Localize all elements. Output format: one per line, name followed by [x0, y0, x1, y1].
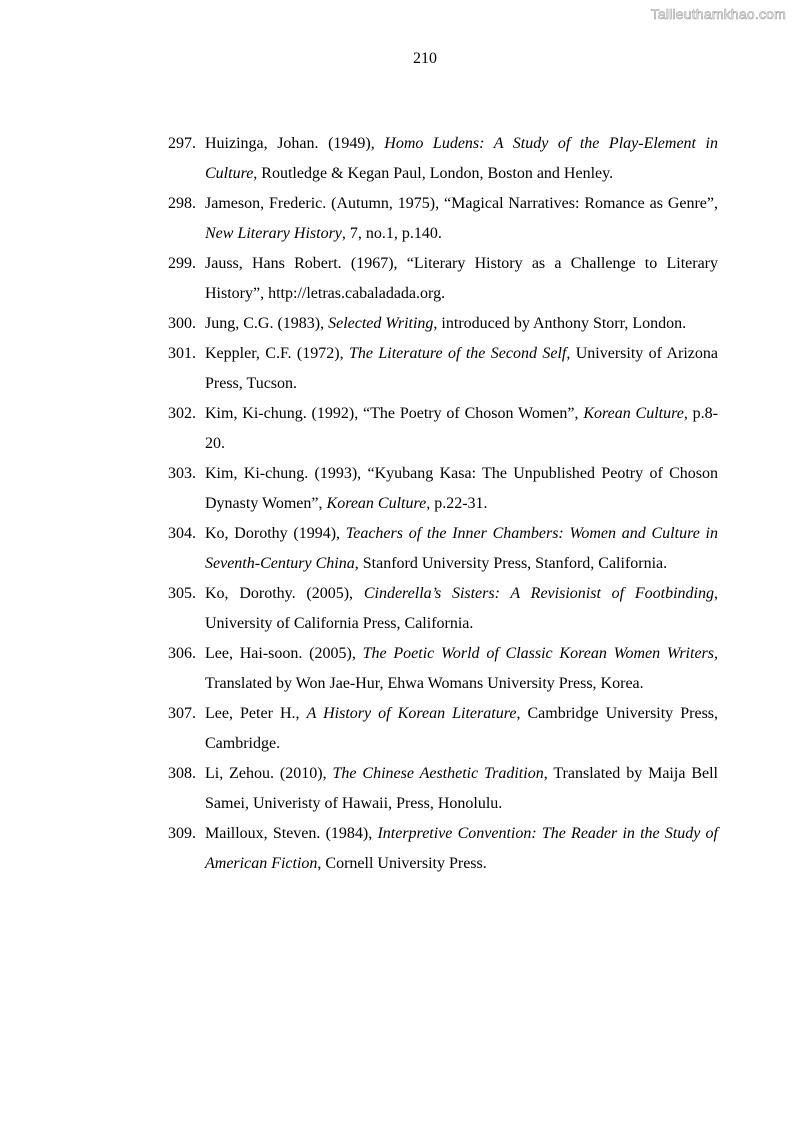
reference-authors: Jameson, Frederic. (Autumn, 1975), “Magical Narratives: Romance as Genre”,: [205, 195, 718, 212]
reference-title: A History of Korean Literature: [306, 705, 517, 722]
reference-authors: Jung, C.G. (1983),: [205, 315, 329, 332]
reference-text: [205, 249, 718, 309]
reference-authors: Kim, Ki-chung. (1992), “The Poetry of Choson Women”,: [205, 405, 584, 422]
reference-number: 307.: [168, 705, 196, 722]
reference-authors: Ko, Dorothy (1994),: [205, 525, 346, 542]
reference-publication: , Translated by Maija Bell Samei, Univeristy of Hawaii, Press, Honolulu.: [205, 765, 719, 812]
reference-authors: Jauss, Hans Robert. (1967), “Literary History as a Challenge to Literary History”, http://letras.cabaladada.org.: [205, 255, 718, 302]
reference-title: Korean Culture: [583, 405, 684, 422]
reference-title: New Literary History: [205, 225, 342, 242]
reference-publication: , University of California Press, California.: [205, 585, 719, 632]
reference-title: Interpretive Convention: The Reader in the Study of American Fiction: [205, 825, 718, 872]
reference-item: [168, 339, 718, 399]
reference-authors: Ko, Dorothy. (2005),: [205, 585, 364, 602]
reference-publication: , Cambridge University Press, Cambridge.: [205, 705, 719, 752]
reference-authors: Kim, Ki-chung. (1993), “Kyubang Kasa: The Unpublished Peotry of Choson Dynasty Women”,: [205, 465, 718, 512]
reference-text: [205, 459, 718, 519]
reference-publication: , Stanford University Press, Stanford, California.: [354, 555, 668, 572]
reference-text: [205, 129, 718, 189]
reference-text: [205, 579, 718, 639]
reference-text: [205, 699, 718, 759]
reference-number: 302.: [168, 405, 196, 422]
reference-number: 309.: [168, 825, 196, 842]
reference-item: [168, 309, 718, 339]
reference-publication: , Translated by Won Jae-Hur, Ehwa Womans University Press, Korea.: [205, 645, 719, 692]
reference-authors: Huizinga, Johan. (1949),: [205, 135, 385, 152]
reference-publication: , Routledge & Kegan Paul, London, Boston and Henley.: [253, 165, 614, 182]
reference-publication: , introduced by Anthony Storr, London.: [433, 315, 687, 332]
reference-title: Homo Ludens: A Study of the Play-Element in Culture: [205, 135, 718, 182]
reference-publication: , p.8-20.: [205, 405, 718, 452]
reference-title: Korean Culture: [326, 495, 427, 512]
reference-title: The Literature of the Second Self: [348, 345, 567, 362]
reference-item: [168, 699, 718, 759]
reference-publication: , Cornell University Press.: [317, 855, 487, 872]
reference-text: [205, 309, 718, 339]
reference-text: [205, 819, 718, 879]
page-number: 210: [413, 50, 437, 67]
reference-text: [205, 519, 718, 579]
reference-text: [205, 639, 718, 699]
reference-item: [168, 189, 718, 249]
reference-publication: , 7, no.1, p.140.: [341, 225, 442, 242]
reference-title: The Chinese Aesthetic Tradition: [332, 765, 544, 782]
reference-title: Teachers of the Inner Chambers: Women and Culture in Seventh-Century China: [205, 525, 718, 572]
reference-authors: Keppler, C.F. (1972),: [205, 345, 349, 362]
reference-number: 308.: [168, 765, 196, 782]
reference-item: [168, 129, 718, 189]
reference-title: Cinderella’s Sisters: A Revisionist of Footbinding: [363, 585, 715, 602]
reference-authors: Lee, Hai-soon. (2005),: [205, 645, 363, 662]
reference-title: Selected Writing: [328, 315, 434, 332]
reference-number: 301.: [168, 345, 196, 362]
reference-item: [168, 759, 718, 819]
reference-number: 306.: [168, 645, 196, 662]
reference-authors: Mailloux, Steven. (1984),: [205, 825, 378, 842]
reference-list: [168, 129, 718, 879]
reference-item: [168, 459, 718, 519]
reference-text: [205, 189, 718, 249]
reference-item: [168, 579, 718, 639]
reference-text: [205, 399, 718, 459]
reference-publication: , University of Arizona Press, Tucson.: [205, 345, 718, 392]
reference-number: 298.: [168, 195, 196, 212]
reference-number: 297.: [168, 135, 196, 152]
reference-item: [168, 249, 718, 309]
reference-authors: Lee, Peter H.,: [205, 705, 307, 722]
reference-number: 299.: [168, 255, 196, 272]
reference-item: [168, 639, 718, 699]
watermark: Tailieuthamkhao.com: [650, 6, 786, 22]
reference-number: 303.: [168, 465, 196, 482]
reference-number: 300.: [168, 315, 196, 332]
reference-item: [168, 399, 718, 459]
reference-text: [205, 759, 718, 819]
reference-number: 304.: [168, 525, 196, 542]
reference-title: The Poetic World of Classic Korean Women Writers: [362, 645, 715, 662]
reference-publication: , p.22-31.: [426, 495, 488, 512]
reference-authors: Li, Zehou. (2010),: [205, 765, 333, 782]
reference-item: [168, 519, 718, 579]
reference-text: [205, 339, 718, 399]
reference-item: [168, 819, 718, 879]
reference-number: 305.: [168, 585, 196, 602]
